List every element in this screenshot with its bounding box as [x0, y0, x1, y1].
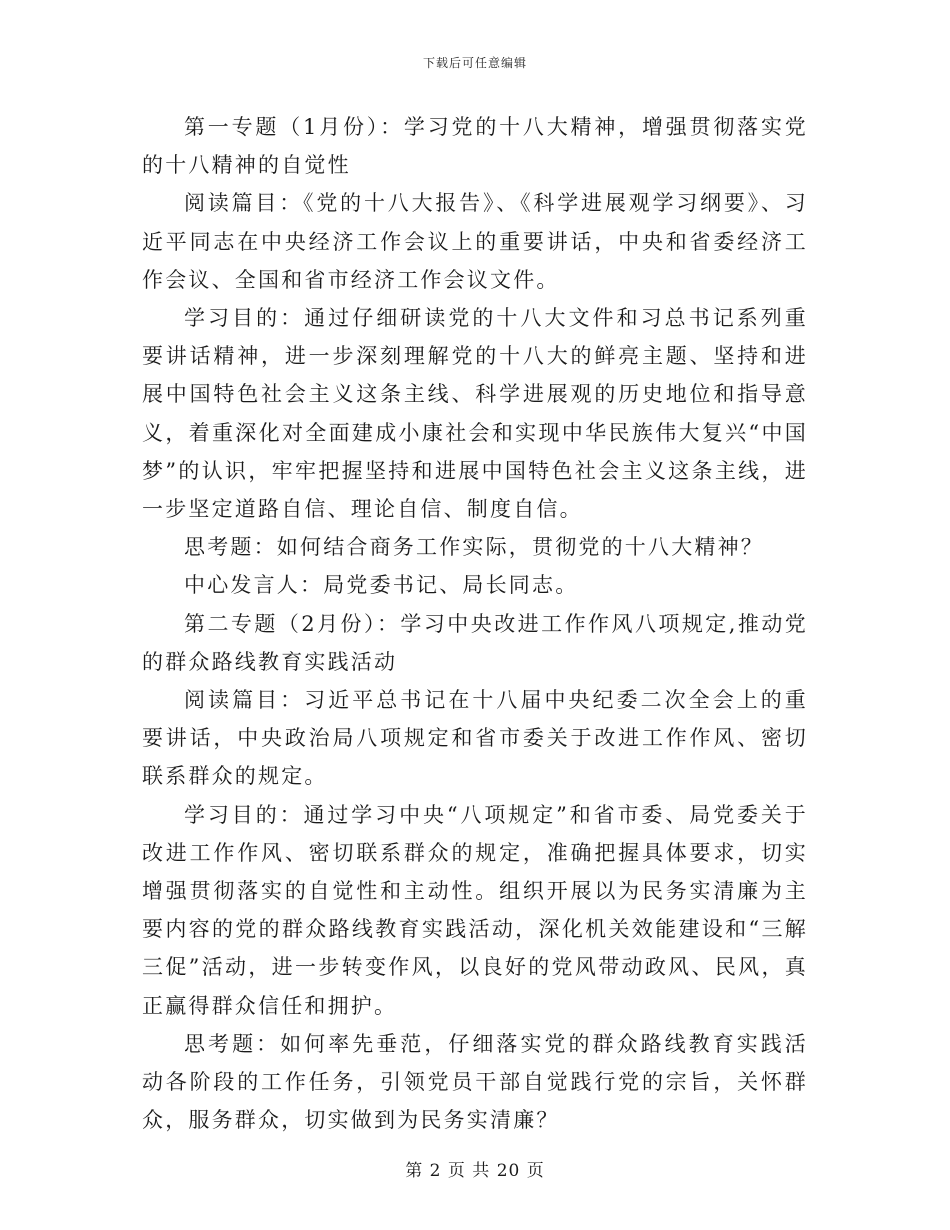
paragraph-topic-1-speaker: 中心发言人：局党委书记、局长同志。: [184, 573, 579, 598]
paragraph-topic-2-title: 第二专题（2月份）：学习中央改进工作作风八项规定,推动党的群众路线教育实践活动: [142, 611, 808, 674]
footer-prefix: 第: [405, 1161, 430, 1181]
footer-suffix: 页: [520, 1161, 545, 1181]
document-body: [142, 108, 808, 1139]
paragraph-topic-2-reading: 阅读篇目：习近平总书记在十八届中央纪委二次全会上的重要讲话，中央政治局八项规定和省市委关于改进工作作风、密切联系群众的规定。: [142, 688, 808, 789]
paragraph-topic-1-title: 第一专题（1月份）：学习党的十八大精神，增强贯彻落实党的十八精神的自觉性: [142, 115, 808, 178]
total-page-count: 20: [496, 1161, 521, 1181]
current-page-number: 2: [429, 1161, 442, 1181]
page-header: 下载后可任意编辑: [422, 56, 527, 70]
paragraph-topic-1-reading: 阅读篇目：《党的十八大报告》、《科学进展观学习纲要》、习近平同志在中央经济工作会议上的重要讲话，中央和省委经济工作会议、全国和省市经济工作会议文件。: [142, 191, 808, 292]
paragraph-topic-1-question: 思考题：如何结合商务工作实际，贯彻党的十八大精神？: [184, 535, 764, 560]
footer-middle: 页 共: [441, 1161, 497, 1181]
paragraph-topic-1-purpose: 学习目的：通过仔细研读党的十八大文件和习总书记系列重要讲话精神，进一步深刻理解党的十八大的鲜亮主题、坚持和进展中国特色社会主义这条主线、科学进展观的历史地位和指导意义，着重深化对全面建成小康社会和实现中华民族伟大复兴“中国梦”的认识，牢牢把握坚持和进展中国特色社会主义这条主线，进一步坚定道路自信、理论自信、制度自信。: [142, 306, 808, 522]
paragraph-topic-2-question: 思考题：如何率先垂范，仔细落实党的群众路线教育实践活动各阶段的工作任务，引领党员干部自觉践行党的宗旨，关怀群众，服务群众，切实做到为民务实清廉？: [142, 1031, 808, 1133]
page-footer: [0, 1156, 950, 1181]
paragraph-topic-2-purpose: 学习目的：通过学习中央“八项规定”和省市委、局党委关于改进工作作风、密切联系群众的规定，准确把握具体要求，切实增强贯彻落实的自觉性和主动性。组织开展以为民务实清廉为主要内容的党的群众路线教育实践活动，深化机关效能建设和“三解三促”活动，进一步转变作风，以良好的党风带动政风、民风，真正赢得群众信任和拥护。: [142, 802, 808, 1018]
